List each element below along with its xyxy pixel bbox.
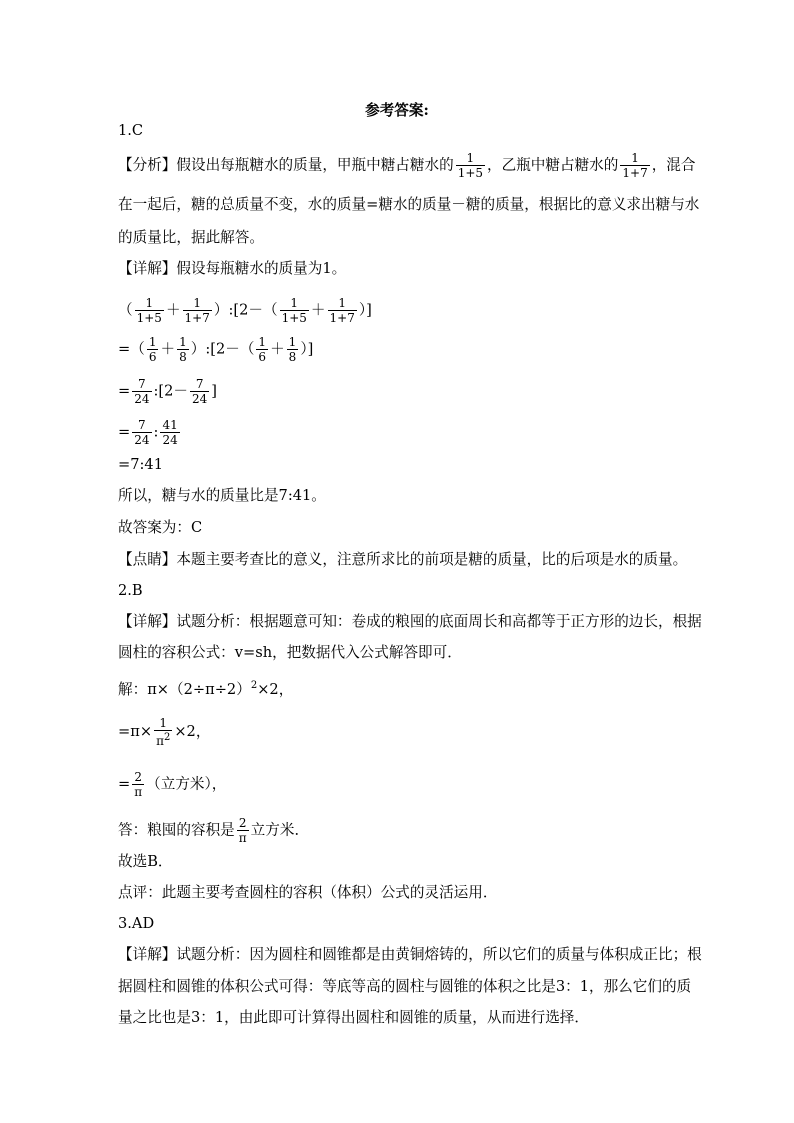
q2-detail-line1 <box>118 612 702 632</box>
fraction <box>147 335 159 364</box>
fraction <box>287 335 299 364</box>
denominator: 8 <box>179 350 187 364</box>
q1-eq-line1: （ $\frac{1}{1+5}$ ＋ $\frac{1}{1+7}$ ）:[2－（ $\frac{1}{1+5}$ ＋ $\frac{1}{1+7}$ ）] <box>118 296 372 325</box>
numerator: 1 <box>620 151 649 166</box>
denominator: 24 <box>192 392 208 406</box>
q2-solution-line3: = $\frac{2}{\pi}$ （立方米）， <box>118 770 227 799</box>
denominator: 8 <box>288 350 297 364</box>
q1-eq-line4: = $\frac{7}{24}$ : $\frac{41}{24}$ <box>118 418 178 447</box>
numerator: 1 <box>183 296 212 311</box>
denominator: 6 <box>258 350 267 364</box>
numerator: 1 <box>288 335 297 349</box>
comment-tag: 【点睛】 <box>118 551 177 568</box>
denominator: 1+5 <box>281 311 307 325</box>
text: ×2， <box>174 723 211 740</box>
numerator: 1 <box>135 296 164 311</box>
numerator: 1 <box>179 335 187 349</box>
denominator: 24 <box>134 433 150 447</box>
denominator: 24 <box>162 433 178 447</box>
fraction <box>154 716 172 748</box>
numerator: 1 <box>148 335 157 349</box>
fraction <box>190 377 209 406</box>
numerator: 1 <box>280 296 309 311</box>
numerator: 7 <box>132 377 151 392</box>
fraction <box>132 418 151 447</box>
detail-tag: 【详解】 <box>118 946 177 963</box>
denominator: 1+7 <box>329 311 355 325</box>
text: （立方米）， <box>146 775 227 793</box>
page-title: 参考答案: <box>365 102 429 119</box>
fraction <box>132 770 144 799</box>
text: :[2－ <box>153 382 189 400</box>
text: :[2－（ <box>205 340 255 358</box>
numerator: 1 <box>328 296 357 311</box>
text: 本题主要考查比的意义，注意所求比的前项是糖的质量，比的后项是水的质量。 <box>176 551 688 568</box>
numerator: 7 <box>132 418 151 433</box>
fraction <box>177 335 189 364</box>
detail-tag: 【详解】 <box>118 260 177 277</box>
fraction <box>237 816 249 845</box>
detail-tag: 【详解】 <box>118 613 177 630</box>
q2-detail-line2: 圆柱的容积公式：v=sh，把数据代入公式解答即可． <box>118 644 462 661</box>
fraction <box>183 296 212 325</box>
denominator: 1+7 <box>184 311 210 325</box>
text: 假设出每瓶糖水的质量，甲瓶中糖占糖水的 <box>176 156 454 174</box>
numerator: 41 <box>162 418 178 432</box>
analysis-tag: 【分析】 <box>118 156 177 174</box>
q1-number: 1.C <box>118 122 144 139</box>
denominator: π <box>238 831 247 845</box>
fraction <box>280 296 309 325</box>
text: ×2， <box>257 680 294 698</box>
fraction <box>160 418 179 447</box>
denominator: 6 <box>148 350 157 364</box>
q3-detail-line1 <box>118 945 702 965</box>
fraction-1-over-1plus7 <box>620 151 649 180</box>
q1-detail-line1 <box>118 259 346 279</box>
denominator: 1+7 <box>622 166 648 180</box>
q1-comment <box>118 550 687 570</box>
q2-comment: 点评：此题主要考查圆柱的容积（体积）公式的灵活运用． <box>118 884 498 901</box>
q1-analysis-line1 <box>118 151 696 180</box>
exponent: 2 <box>163 732 171 743</box>
q2-solution-line1 <box>118 676 293 700</box>
text: 立方米． <box>250 821 310 839</box>
denominator: 24 <box>134 392 150 406</box>
q2-number: 2.B <box>118 582 143 599</box>
text: 假设每瓶糖水的质量为1。 <box>176 260 347 277</box>
fraction-1-over-1plus5 <box>456 151 485 180</box>
text: :[2－（ <box>228 301 278 319</box>
denominator: 1+5 <box>457 166 484 180</box>
numerator: 1 <box>258 335 267 349</box>
fraction <box>135 296 164 325</box>
q1-answer: 故答案为：C <box>118 519 203 536</box>
exponent: 2 <box>250 680 258 691</box>
q1-eq-line2: =（ $\frac{1}{6}$ ＋ $\frac{1}{8}$ ）:[2－（ $\frac{1}{6}$ ＋ $\frac{1}{8}$ ）] <box>118 335 314 364</box>
text: 试题分析：根据题意可知：卷成的粮囤的底面周长和高都等于正方形的边长，根据 <box>176 613 702 630</box>
text: 试题分析：因为圆柱和圆锥都是由黄铜熔铸的，所以它们的质量与体积成正比；根 <box>176 946 702 963</box>
fraction <box>328 296 357 325</box>
numerator: 1 <box>154 716 172 731</box>
text: 答：粮囤的容积是 <box>118 821 235 839</box>
text: ，混合 <box>651 156 696 174</box>
q1-eq-final: =7:41 <box>118 456 163 473</box>
denominator <box>154 731 172 748</box>
q3-detail-line2: 据圆柱和圆锥的体积公式可得：等底等高的圆柱与圆锥的体积之比是3：1，那么它们的质 <box>118 978 692 995</box>
text: 解：π×（2÷π÷2） <box>118 680 251 698</box>
numerator: 2 <box>237 816 249 831</box>
q1-conclusion: 所以，糖与水的质量比是7:41。 <box>118 487 326 504</box>
q3-detail-line3: 量之比也是3：1，由此即可计算得出圆柱和圆锥的质量，从而进行选择． <box>118 1009 589 1026</box>
denominator: 1+5 <box>136 311 162 325</box>
q3-number: 3.AD <box>118 915 155 932</box>
numerator: 7 <box>190 377 209 392</box>
q2-choice: 故选B． <box>118 853 173 870</box>
fraction <box>256 335 268 364</box>
q1-eq-line3: = $\frac{7}{24}$ :[2－ $\frac{7}{24}$ ] <box>118 377 217 406</box>
q1-analysis-line3: 的质量比，据此解答。 <box>118 229 264 246</box>
text: π <box>156 734 164 748</box>
q2-solution-line2: =π× $\frac{1}{\pi^2}$ ×2， <box>118 716 211 748</box>
q2-answer <box>118 816 309 845</box>
text: ，乙瓶中糖占糖水的 <box>487 156 619 174</box>
denominator: π <box>134 785 143 799</box>
q1-analysis-line2: 在一起后，糖的总质量不变，水的质量=糖水的质量－糖的质量，根据比的意义求出糖与水 <box>118 196 700 213</box>
fraction <box>132 377 151 406</box>
numerator: 2 <box>132 770 144 785</box>
numerator: 1 <box>456 151 485 166</box>
